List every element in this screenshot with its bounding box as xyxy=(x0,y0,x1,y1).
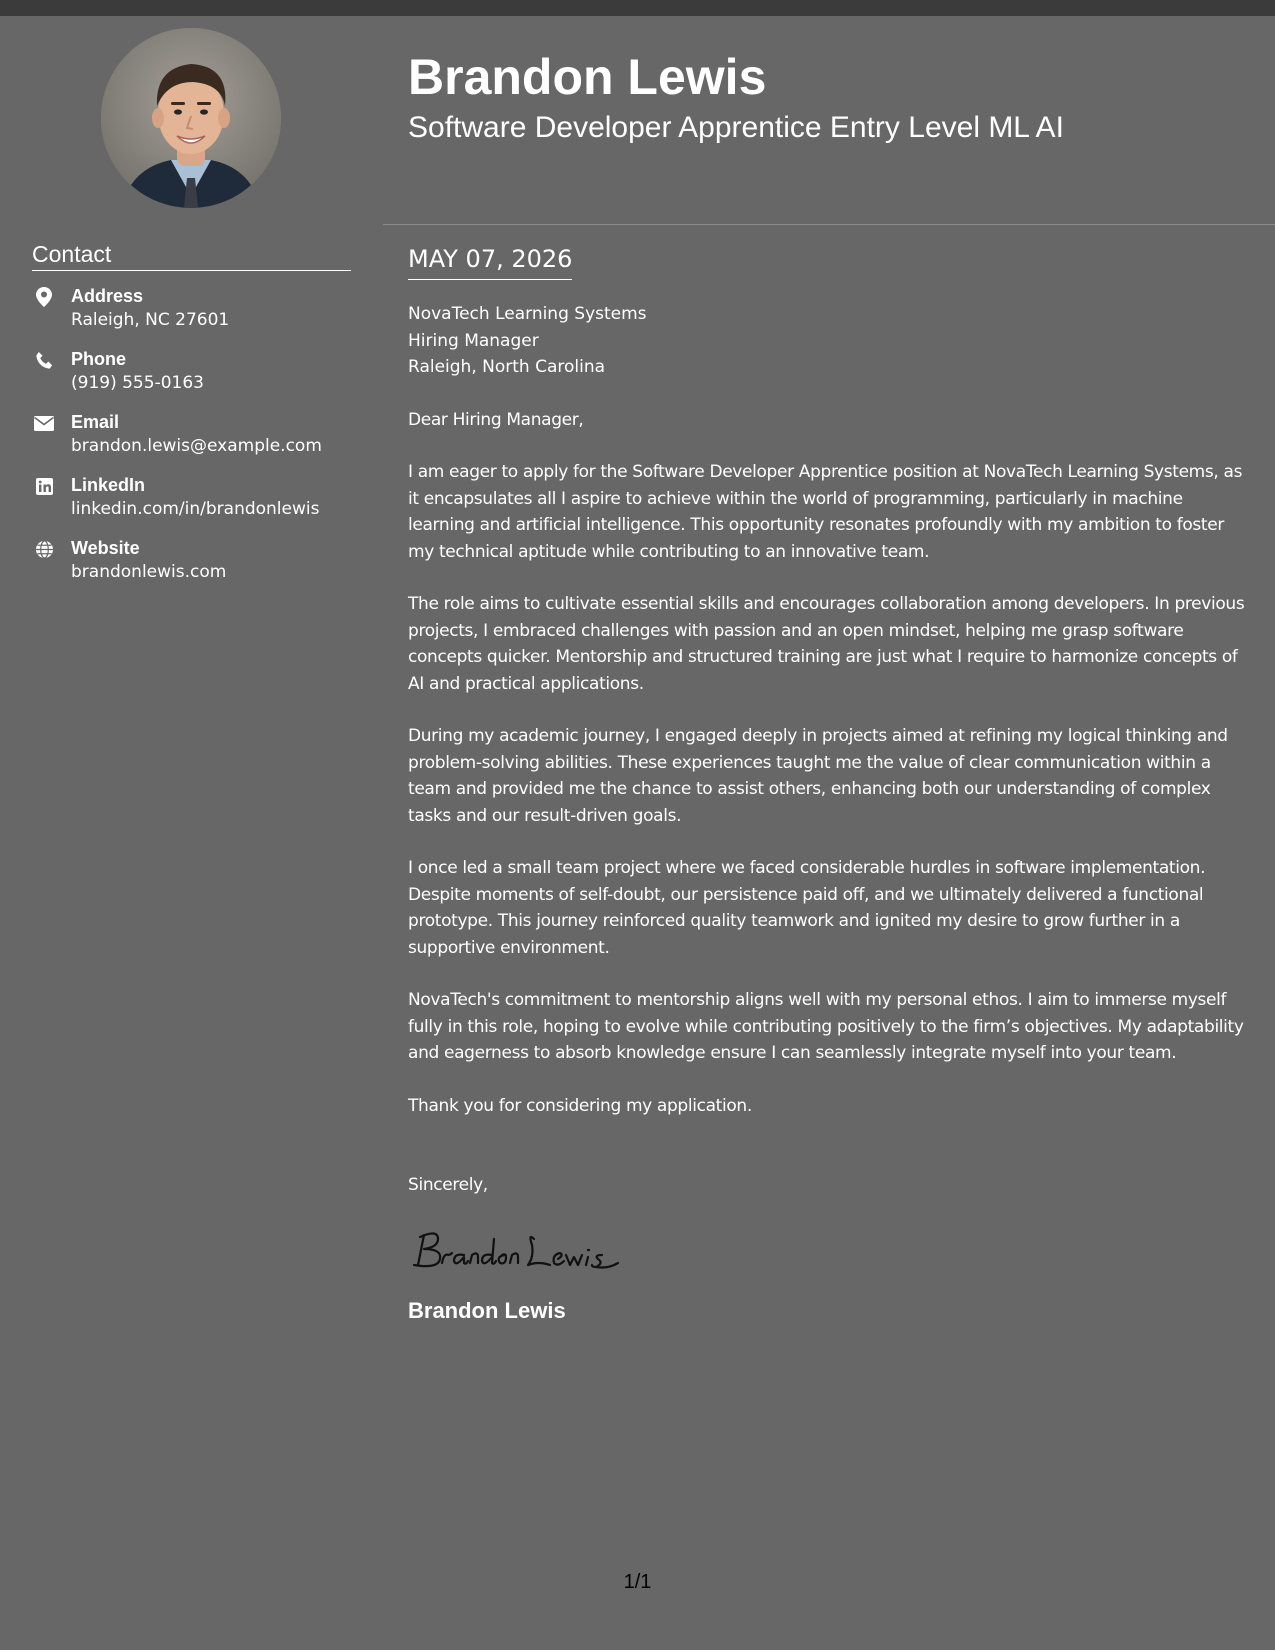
applicant-name: Brandon Lewis xyxy=(408,49,767,105)
contact-heading: Contact xyxy=(32,242,351,271)
contact-value: Raleigh, NC 27601 xyxy=(71,310,230,330)
recipient-company: NovaTech Learning Systems xyxy=(408,304,647,324)
closing: Sincerely, xyxy=(408,1175,488,1195)
sidebar xyxy=(0,16,383,1650)
globe-icon xyxy=(32,537,56,561)
paragraph: NovaTech's commitment to mentorship aligns well with my personal ethos. I aim to immerse myself fully in this role, hoping to evolve while contributing positively to the firm’s objectives. My adaptability and eagerness to absorb knowledge ensure I can seamlessly integrate myself into your team. xyxy=(408,990,1244,1063)
paragraph: Thank you for considering my application. xyxy=(408,1095,752,1116)
signature-image xyxy=(408,1225,1253,1275)
linkedin-link[interactable]: linkedin.com/in/brandonlewis xyxy=(71,499,320,519)
phone-icon xyxy=(32,348,56,372)
website-link[interactable]: brandonlewis.com xyxy=(71,562,227,582)
paragraph: I am eager to apply for the Software Developer Apprentice position at NovaTech Learning Systems, as it encapsulates all I aspire to achieve within the world of programming, particularly in machine learning and artificial intelligence. This opportunity resonates profoundly with my ambition to foster my technical aptitude while contributing to an innovative team. xyxy=(408,462,1243,562)
recipient-location: Raleigh, North Carolina xyxy=(408,357,606,377)
contact-item-linkedin xyxy=(32,473,362,536)
paragraph: I once led a small team project where we faced considerable hurdles in software implementation. Despite moments of self-doubt, our persistence paid off, and we ultimately delivered a functional prototype. This journey reinforced quality teamwork and ignited my desire to grow further in a supportive environment. xyxy=(408,858,1206,958)
contact-label: Address xyxy=(71,286,144,306)
contact-item-phone xyxy=(32,347,362,410)
contact-item-address xyxy=(32,284,362,347)
salutation: Dear Hiring Manager, xyxy=(408,409,584,430)
email-link[interactable]: brandon.lewis@example.com xyxy=(71,436,322,456)
page-number: 1/1 xyxy=(623,1571,652,1593)
top-bar xyxy=(0,0,1275,16)
map-pin-icon xyxy=(32,285,56,309)
linkedin-icon xyxy=(32,474,56,498)
paragraph: During my academic journey, I engaged deeply in projects aimed at refining my logical thinking and problem-solving abilities. These experiences taught me the value of clear communication within a team and provided me the chance to assist others, enhancing both our understanding of complex tasks and our result-driven goals. xyxy=(408,726,1228,826)
contact-value: (919) 555-0163 xyxy=(71,373,204,393)
contact-label: Website xyxy=(71,538,140,558)
contact-label: LinkedIn xyxy=(71,475,146,495)
contact-label: Phone xyxy=(71,349,127,369)
contact-item-email xyxy=(32,410,362,473)
recipient-title: Hiring Manager xyxy=(408,330,539,351)
paragraph: The role aims to cultivate essential skills and encourages collaboration among developers. In previous projects, I embraced challenges with passion and an open mindset, helping me grasp software concepts quicker. Mentorship and structured training are just what I require to harmonize concepts of AI and practical applications. xyxy=(408,594,1245,694)
avatar xyxy=(101,28,281,208)
signer-name: Brandon Lewis xyxy=(408,1297,566,1323)
contact-label: Email xyxy=(71,412,120,432)
envelope-icon xyxy=(32,411,56,435)
header-divider xyxy=(383,224,1275,225)
job-title: Software Developer Apprentice Entry Level ML AI xyxy=(408,111,1064,144)
recipient-block xyxy=(408,301,1253,381)
contact-item-website xyxy=(32,536,362,599)
letter-date: MAY 07, 2026 xyxy=(408,243,572,280)
contact-list xyxy=(32,284,362,599)
letter-body xyxy=(408,243,1253,1325)
